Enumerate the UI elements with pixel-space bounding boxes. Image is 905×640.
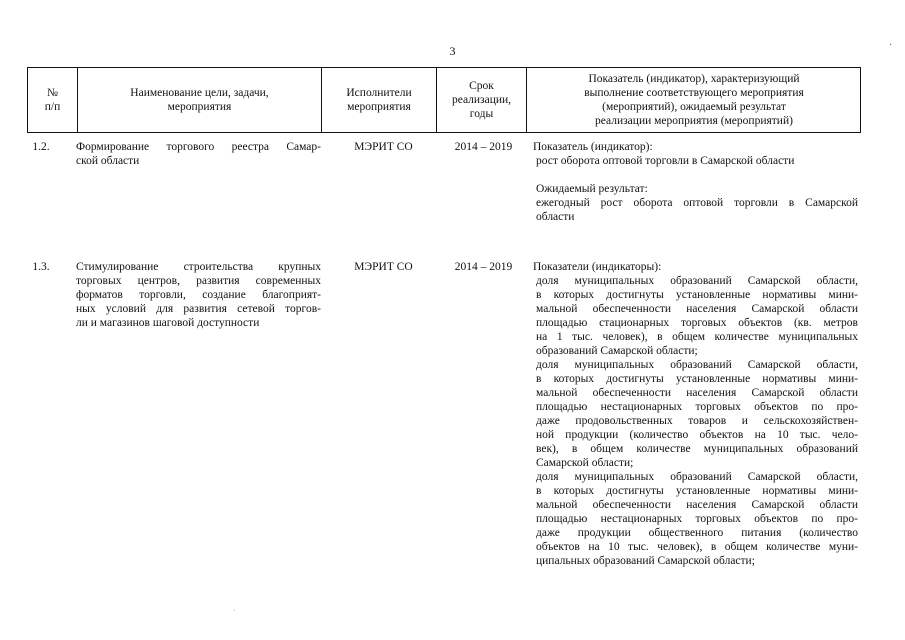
indicator-line: Показатель (индикатор): <box>533 141 653 153</box>
row-name-line: ных условий для развития сетевой торгов- <box>76 303 321 315</box>
header-term: Срок реализации, годы <box>451 80 512 120</box>
indicator-line: мальной обеспеченности населения Самарской области <box>536 303 858 315</box>
indicator-line: образований Самарской области; <box>536 345 698 357</box>
table-header <box>27 67 861 133</box>
corner-mark: · <box>889 40 893 51</box>
row-number: 1.2. <box>32 141 50 153</box>
indicator-line: Ожидаемый результат: <box>536 183 648 195</box>
indicator-line: в которых достигнуты установленные нормативы мини- <box>536 373 858 385</box>
row-name-line: Стимулирование строительства крупных <box>76 261 321 273</box>
header-name: Наименование цели, задачи, мероприятия <box>130 87 269 113</box>
row-term: 2014 – 2019 <box>454 261 513 273</box>
indicator-line: ной продукции (количество объектов на 10 тыс. чело- <box>536 429 858 441</box>
indicator-gap <box>536 168 858 182</box>
indicator-line: на 1 тыс. человек), в общем количестве муниципальных <box>536 331 858 343</box>
indicator-line: даже продукции общественного питания (количество <box>536 527 858 539</box>
indicator-line: площадью стационарных торговых объектов (кв. метров <box>536 317 858 329</box>
indicator-line: в которых достигнуты установленные нормативы мини- <box>536 289 858 301</box>
row-name-line: торговых центров, развития современных <box>76 275 321 287</box>
indicator-line: Показатели (индикаторы): <box>533 261 662 273</box>
row-name-line: ли и магазинов шаговой доступности <box>76 317 260 329</box>
indicator-line: доля муниципальных образований Самарской области, <box>536 359 858 371</box>
indicator-line: ципальных образований Самарской области; <box>536 555 755 567</box>
row-number: 1.3. <box>32 261 50 273</box>
row-name-line: форматов торговли, создание благоприят- <box>76 289 321 301</box>
header-executor: Исполнители мероприятия <box>346 87 412 113</box>
page-number: 3 <box>449 44 456 58</box>
header-number: № п/п <box>44 87 61 113</box>
row-name <box>76 140 321 168</box>
indicator-line: даже продовольственных товаров и сельскохозяйствен- <box>536 415 858 427</box>
indicator-line: век), в общем количестве муниципальных образований <box>536 443 858 455</box>
row-name-line: Формирование торгового реестра Самар- <box>76 141 321 153</box>
indicator-line: площадью нестационарных торговых объектов по про- <box>536 513 858 525</box>
scan-speck: · <box>233 606 236 615</box>
indicator-line: ежегодный рост оборота оптовой торговли в Самарской <box>536 197 858 209</box>
row-executor: МЭРИТ СО <box>354 261 413 273</box>
indicator-line: доля муниципальных образований Самарской области, <box>536 275 858 287</box>
indicator-line: мальной обеспеченности населения Самарской области <box>536 387 858 399</box>
indicator-line: мальной обеспеченности населения Самарской области <box>536 499 858 511</box>
row-name <box>76 260 321 330</box>
row-indicator <box>533 140 858 224</box>
header-indicator: Показатель (индикатор), характеризующий выполнение соответствующего мероприятия (мероприятий), ожидаемый результат реализации мероприятия (мероприятий) <box>584 73 804 127</box>
indicator-line: площадью нестационарных торговых объектов по про- <box>536 401 858 413</box>
row-indicator <box>533 260 858 568</box>
indicator-line: объектов на 10 тыс. человек), в общем количестве муни- <box>536 541 858 553</box>
row-executor: МЭРИТ СО <box>354 141 413 153</box>
indicator-line: доля муниципальных образований Самарской области, <box>536 471 858 483</box>
row-term: 2014 – 2019 <box>454 141 513 153</box>
indicator-line: рост оборота оптовой торговли в Самарской области <box>536 155 795 167</box>
indicator-line: области <box>536 211 575 223</box>
indicator-line: Самарской области; <box>536 457 634 469</box>
indicator-line: в которых достигнуты установленные нормативы мини- <box>536 485 858 497</box>
row-name-line: ской области <box>76 155 140 167</box>
